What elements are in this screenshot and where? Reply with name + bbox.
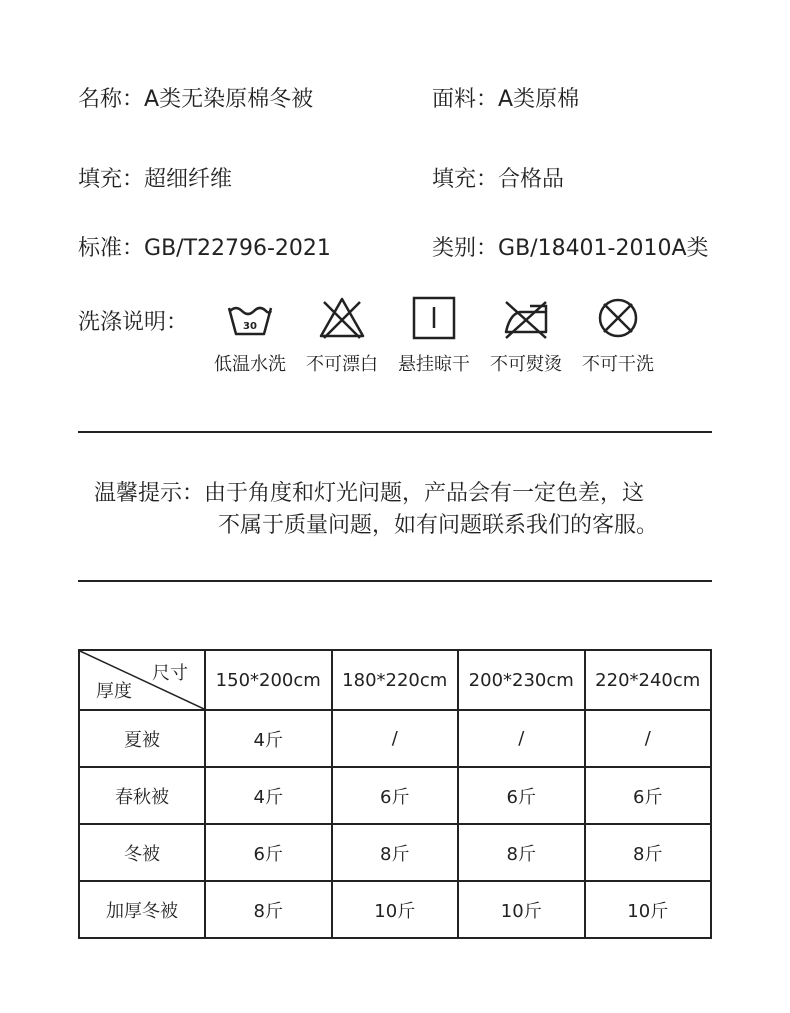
table-cell: 8斤 <box>332 824 459 881</box>
tip-line-2: 不属于质量问题，如有问题联系我们的客服。 <box>218 513 659 538</box>
column-header: 150*200cm <box>205 650 332 710</box>
spec-value: 超细纤维 <box>144 167 233 192</box>
row-header: 夏被 <box>79 710 205 767</box>
table-cell: 4斤 <box>205 710 332 767</box>
no-iron-icon <box>478 296 574 340</box>
hang-dry-icon <box>386 296 482 340</box>
spec-label: 标准： <box>78 236 145 261</box>
table-cell: / <box>585 710 712 767</box>
table-cell: 8斤 <box>205 881 332 938</box>
table-cell: 8斤 <box>585 824 712 881</box>
care-caption: 低温水洗 <box>214 354 286 375</box>
no-bleach-icon <box>294 296 390 340</box>
spec-label: 填充： <box>432 167 499 192</box>
spec-label: 填充： <box>78 167 145 192</box>
table-cell: 6斤 <box>585 767 712 824</box>
table-cell: 10斤 <box>332 881 459 938</box>
spec-label: 名称： <box>78 87 145 112</box>
table-row <box>79 824 711 881</box>
tip-line-1: 温馨提示：由于角度和灯光问题，产品会有一定色差，这 <box>94 481 645 506</box>
table-cell: 10斤 <box>585 881 712 938</box>
divider-top <box>78 431 712 433</box>
care-item-no-dry-clean <box>570 296 666 376</box>
warm-tip <box>94 478 658 542</box>
wash-temp-label: 30 <box>243 321 257 332</box>
spec-value: A类无染原棉冬被 <box>144 87 314 112</box>
table-row <box>79 767 711 824</box>
spec-standard <box>78 231 331 262</box>
table-cell: 6斤 <box>205 824 332 881</box>
spec-label: 面料： <box>432 87 499 112</box>
corner-size-label: 尺寸 <box>152 663 188 684</box>
no-dry-clean-icon <box>570 296 666 340</box>
spec-filling <box>78 162 232 193</box>
care-item-wash <box>202 296 298 376</box>
spec-value: GB/18401-2010A类 <box>498 236 709 261</box>
wash-30-icon <box>202 296 298 340</box>
column-header: 220*240cm <box>585 650 712 710</box>
spec-value: 合格品 <box>498 167 565 192</box>
table-cell: / <box>332 710 459 767</box>
table-cell: 10斤 <box>458 881 585 938</box>
row-header: 加厚冬被 <box>79 881 205 938</box>
corner-thickness-label: 厚度 <box>96 681 132 702</box>
row-header: 春秋被 <box>79 767 205 824</box>
table-cell: 8斤 <box>458 824 585 881</box>
table-cell: 6斤 <box>458 767 585 824</box>
spec-label: 类别： <box>432 236 499 261</box>
spec-name <box>78 82 313 113</box>
table-cell: / <box>458 710 585 767</box>
table-row <box>79 881 711 938</box>
care-label: 洗涤说明： <box>78 310 189 335</box>
divider-bottom <box>78 580 712 582</box>
spec-value: A类原棉 <box>498 87 580 112</box>
column-header: 180*220cm <box>332 650 459 710</box>
care-item-hang-dry <box>386 296 482 376</box>
care-caption: 悬挂晾干 <box>398 354 470 375</box>
care-caption: 不可干洗 <box>582 354 654 375</box>
spec-value: GB/T22796-2021 <box>144 236 331 261</box>
table-header-row <box>79 650 711 710</box>
care-item-no-bleach <box>294 296 390 376</box>
spec-grade <box>432 162 564 193</box>
table-cell: 4斤 <box>205 767 332 824</box>
size-table <box>78 649 712 939</box>
row-header: 冬被 <box>79 824 205 881</box>
table-corner-cell <box>79 650 205 710</box>
care-caption: 不可熨烫 <box>490 354 562 375</box>
table-cell: 6斤 <box>332 767 459 824</box>
column-header: 200*230cm <box>458 650 585 710</box>
spec-fabric <box>432 82 579 113</box>
table-row <box>79 710 711 767</box>
care-item-no-iron <box>478 296 574 376</box>
spec-category <box>432 231 709 262</box>
care-caption: 不可漂白 <box>306 354 378 375</box>
